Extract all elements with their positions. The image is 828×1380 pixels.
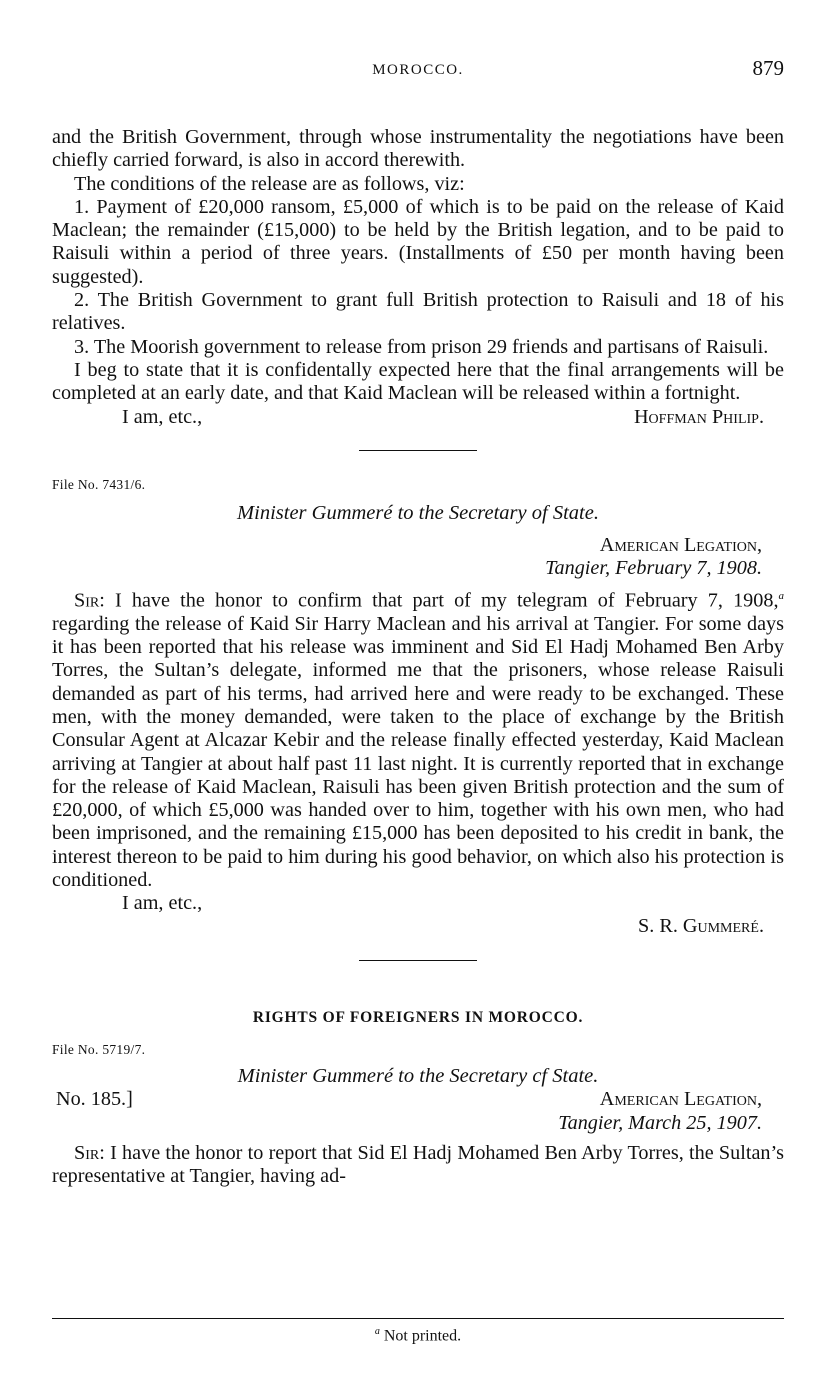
signature: Hoffman Philip.: [633, 405, 764, 428]
signature: S. R. Gummeré.: [638, 915, 764, 938]
paragraph-closing: I beg to state that it is confidentally expected here that the final arrangements will be completed at an early date, and that Kaid Maclean will be released within a fortnight.: [52, 358, 784, 405]
file-number: File No. 7431/6.: [52, 476, 146, 492]
letter-body: [52, 1142, 784, 1189]
condition-2: 2. The British Government to grant full British protection to Raisuli and 18 of his relatives.: [52, 289, 784, 335]
running-head: [52, 56, 784, 86]
body-text: [52, 126, 784, 1188]
file-number: File No. 5719/7.: [52, 1041, 146, 1057]
closing-phrase: I am, etc.,: [122, 405, 203, 428]
dispatch-number-row: [52, 1088, 784, 1112]
section-title: RIGHTS OF FOREIGNERS IN MOROCCO.: [252, 1009, 584, 1027]
salutation: Sir:: [74, 589, 105, 612]
footnote-marker: a: [374, 1326, 380, 1337]
footnote-text: Not printed.: [379, 1327, 462, 1345]
place-date: Tangier, February 7, 1908.: [545, 557, 762, 580]
footnote-rule: [52, 1318, 784, 1319]
condition-1: 1. Payment of £20,000 ransom, £5,000 of which is to be paid on the release of Kaid Maclean; the remainder (£15,000) to be held by the British legation, and to be paid to Raisuli within a period of three years. (Installments of £50 per month having been suggested).: [52, 195, 784, 288]
closing-block-1: [52, 406, 784, 430]
letter-body: [52, 585, 784, 893]
letter-heading: Minister Gummeré to the Secretary of State.: [237, 501, 599, 524]
footnote: [52, 1326, 784, 1345]
document-page: [52, 0, 784, 1380]
letter-body-part1: I have the honor to confirm that part of my telegram of February 7, 1908,: [104, 589, 779, 612]
legation-name: American Legation,: [599, 1088, 762, 1111]
page-number: 879: [752, 56, 784, 80]
salutation: Sir:: [74, 1141, 105, 1164]
place-date: Tangier, March 25, 1907.: [558, 1112, 762, 1135]
footnote-reference: a: [778, 589, 784, 602]
closing-phrase: I am, etc.,: [122, 892, 203, 915]
running-head-title: MOROCCO.: [372, 62, 464, 78]
paragraph-conditions-intro: The conditions of the release are as follows, viz:: [74, 172, 465, 195]
legation-name: American Legation,: [599, 534, 762, 557]
letter-body-text: I have the honor to report that Sid El Hadj Mohamed Ben Arby Torres, the Sultan’s representative at Tangier, having ad-: [52, 1141, 784, 1187]
closing-block-2: [52, 892, 784, 940]
dispatch-number: No. 185.]: [56, 1088, 133, 1111]
condition-3: 3. The Moorish government to release from prison 29 friends and partisans of Raisuli.: [74, 335, 769, 358]
letter-heading: Minister Gummeré to the Secretary cf State.: [237, 1064, 599, 1087]
letter-body-part2: regarding the release of Kaid Sir Harry Maclean and his arrival at Tangier. For some days it has been reported that his release was imminent and Sid El Hadj Mohamed Ben Arby Torres, the Sultan’s delegate, informed me that the prisoners, whose release Raisuli demanded as part of his terms, had arrived here and were ready to be exchanged. These men, with the money demanded, were taken to the place of exchange by the British Consular Agent at Alcazar Kebir and the release finally effected yesterday, Kaid Maclean arriving at Tangier at about half past 11 last night. It is currently reported that in exchange for the release of Kaid Maclean, Raisuli has been given British protection and the sum of £20,000, of which £5,000 was handed over to him, together with his own men, who had been imprisoned, and the remaining £15,000 has been deposited to his credit in bank, the interest thereon to be paid to him during his good behavior, on which also his protection is conditioned.: [52, 612, 784, 892]
paragraph-continued: and the British Government, through whose instrumentality the negotiations have been chiefly carried forward, is also in accord therewith.: [52, 126, 784, 172]
